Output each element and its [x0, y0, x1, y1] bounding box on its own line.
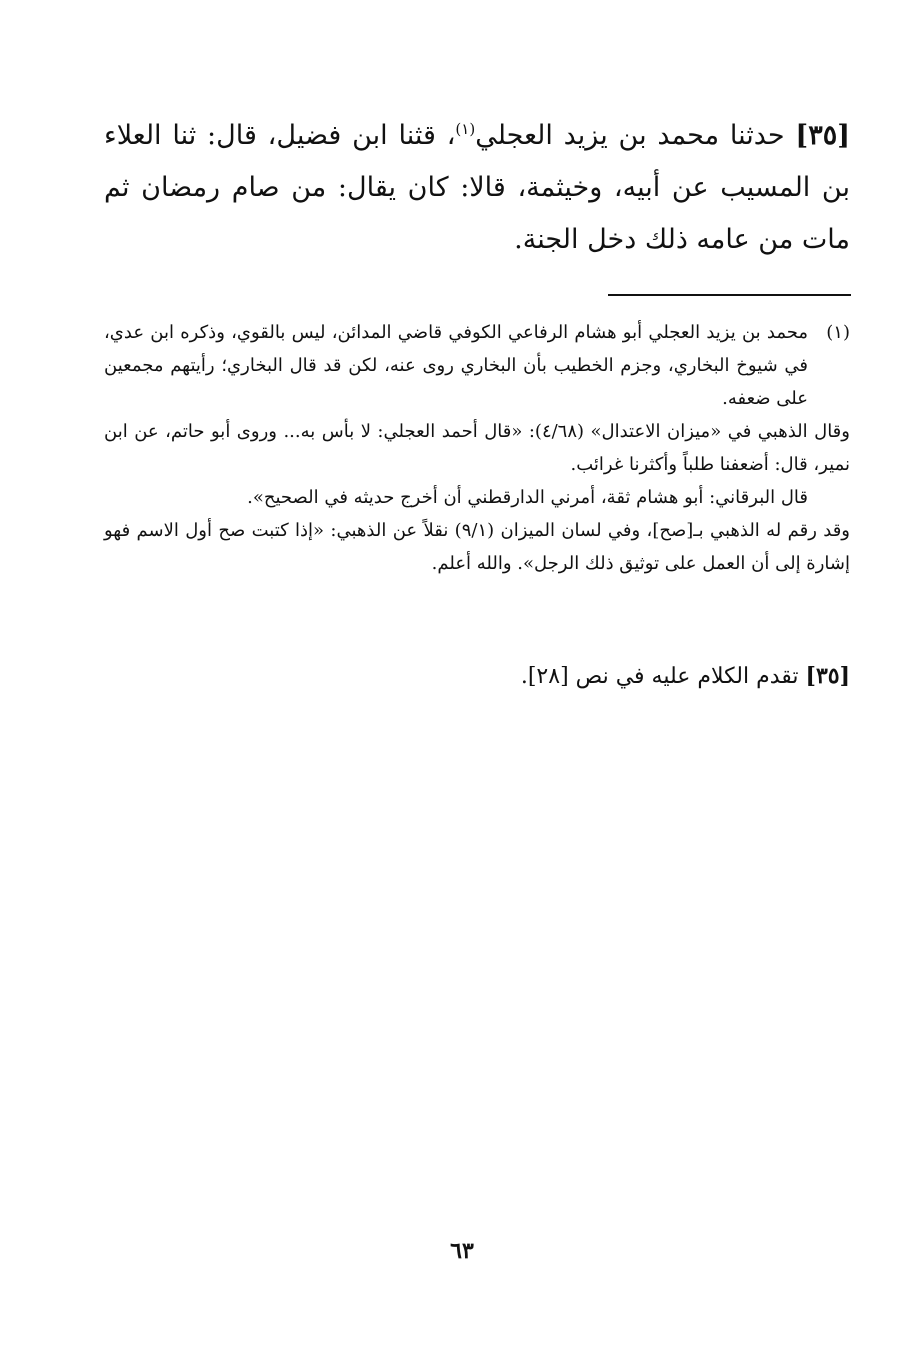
commentary-text: تقدم الكلام عليه في نص [٢٨].	[520, 664, 806, 689]
hadith-text-part1: حدثنا محمد بن يزيد العجلي	[475, 120, 796, 151]
hadith-text	[104, 110, 850, 266]
footnote-1	[104, 316, 850, 415]
commentary-line	[104, 656, 850, 697]
footnote-paragraph-4: وقد رقم له الذهبي بـ[صح]، وفي لسان الميزان (٩/١) نقلاً عن الذهبي: «إذا كتبت صح أول الاسم فهو إشارة إلى أن العمل على توثيق ذلك الرجل». والله أعلم.	[104, 520, 850, 574]
hadith-text-part2: ، قثنا ابن فضيل، قال: ثنا العلاء بن المسيب عن أبيه، وخيثمة، قالا: كان يقال: من صام رمضان ثم مات من عامه ذلك دخل الجنة.	[104, 120, 850, 255]
footnotes	[104, 316, 850, 580]
footnote-marker: (١)	[826, 322, 850, 343]
footnote-reference[interactable]: (١)	[455, 120, 476, 138]
footnote-paragraph-3: قال البرقاني: أبو هشام ثقة، أمرني الدارقطني أن أخرج حديثه في الصحيح».	[247, 487, 808, 508]
commentary-number: [٣٥]	[805, 663, 850, 689]
page-number: ٦٣	[450, 1238, 474, 1264]
footnote-separator	[608, 294, 851, 296]
hadith-number: [٣٥]	[795, 120, 850, 151]
footnote-paragraph-2: وقال الذهبي في «ميزان الاعتدال» (٤/٦٨): «قال أحمد العجلي: لا بأس به... وروى أبو حاتم، عن ابن نمير، قال: أضعفنا طلباً وأكثرنا غرائب.	[104, 421, 850, 475]
footnote-body	[104, 316, 808, 415]
footnote-paragraph-1: محمد بن يزيد العجلي أبو هشام الرفاعي الكوفي قاضي المدائن، ليس بالقوي، وذكره ابن عدي، في شيوخ البخاري، وجزم الخطيب بأن البخاري روى عنه، لكن قد قال البخاري؛ رأيتهم مجمعين على ضعفه.	[104, 322, 808, 409]
